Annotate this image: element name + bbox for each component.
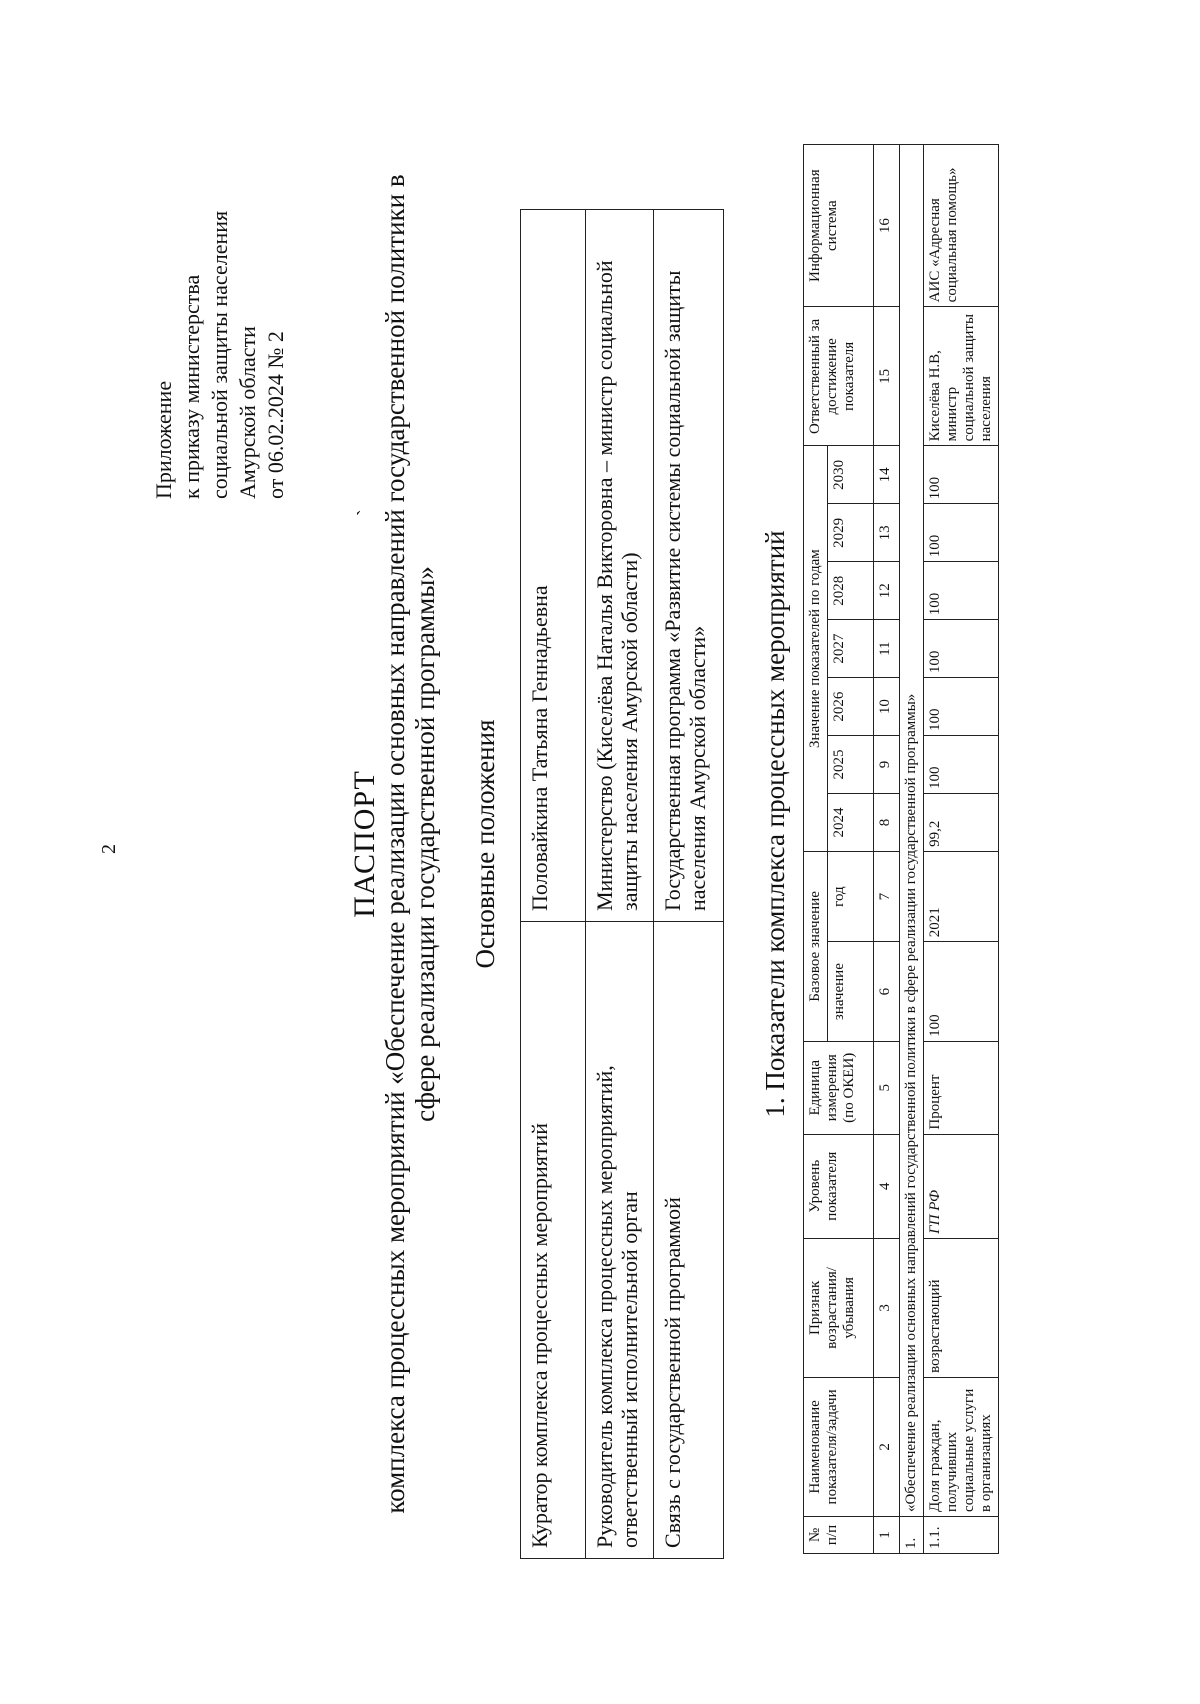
- row-value: 100: [924, 504, 999, 562]
- header-name: Наименование показателя/задачи: [804, 1377, 874, 1516]
- header-year: 2026: [828, 678, 874, 736]
- header-level: Уровень показателя: [804, 1134, 874, 1238]
- column-number: 6: [874, 942, 900, 1042]
- header-unit: Единица измерения (по ОКЕИ): [804, 1041, 874, 1134]
- header-base-year: год: [828, 851, 874, 941]
- header-year: 2028: [828, 562, 874, 620]
- row-value: 100: [924, 446, 999, 504]
- group-row: [900, 145, 924, 1554]
- column-number: 12: [874, 562, 900, 620]
- row-info-system: АИС «Адресная социальная помощь»: [924, 145, 999, 307]
- header-year: 2030: [828, 446, 874, 504]
- row-value: 100: [924, 736, 999, 794]
- title-line: сфере реализации государственной программы»: [410, 566, 440, 1122]
- header-sign: Признак возрастания/ убывания: [804, 1238, 874, 1377]
- column-number: 11: [874, 620, 900, 678]
- header-responsible: Ответственный за достижение показателя: [804, 307, 874, 446]
- table-row: [654, 210, 724, 1559]
- header-base: Базовое значение: [804, 851, 828, 1041]
- column-number: 13: [874, 504, 900, 562]
- column-number: 2: [874, 1377, 900, 1516]
- table-cell-value: Министерство (Киселёва Наталья Викторовна – министр социальной защиты населения Амурской области): [586, 210, 654, 922]
- header-num: № п/п: [804, 1516, 874, 1553]
- title-passport: ПАСПОРТ: [348, 770, 381, 918]
- header-by-years: Значение показателей по годам: [804, 446, 828, 852]
- column-number: 3: [874, 1238, 900, 1377]
- column-number: 1: [874, 1516, 900, 1553]
- section-heading-indicators: 1. Показатели комплекса процессных мероприятий: [760, 530, 790, 1118]
- appendix-line: к приказу министерства: [179, 274, 204, 499]
- row-level: ГП РФ: [924, 1134, 999, 1238]
- group-title: «Обеспечение реализации основных направлений государственной политики в сфере реализации государственной программы»: [900, 145, 924, 1517]
- column-number: 16: [874, 145, 900, 307]
- row-value: 100: [924, 562, 999, 620]
- page-number: 2: [98, 844, 120, 854]
- row-sign: возрастающий: [924, 1238, 999, 1377]
- header-year: 2025: [828, 736, 874, 794]
- appendix-line: Амурской области: [235, 326, 260, 499]
- row-responsible: Киселёва Н.В, министр социальной защиты населения: [924, 307, 999, 446]
- appendix-line: социальной защиты населения: [207, 210, 232, 499]
- header-base-value: значение: [828, 942, 874, 1042]
- section-heading-general: Основные положения: [470, 719, 500, 969]
- table-cell-value: Государственная программа «Развитие системы социальной защиты населения Амурской области»: [654, 210, 724, 922]
- table-cell-value: Половайкина Татьяна Геннадьевна: [521, 210, 586, 922]
- appendix-line: Приложение: [151, 380, 176, 499]
- column-number: 7: [874, 851, 900, 941]
- row-value: 100: [924, 678, 999, 736]
- general-info-table: [520, 209, 724, 1559]
- row-base-year: 2021: [924, 851, 999, 941]
- table-row: [586, 210, 654, 1559]
- title-line: комплекса процессных мероприятий «Обеспечение реализации основных направлений государственной политики в: [380, 174, 410, 1514]
- column-number: 8: [874, 793, 900, 851]
- appendix-line: от 06.02.2024 № 2: [263, 331, 288, 499]
- row-name: Доля граждан, получивших социальные услуги в организациях: [924, 1377, 999, 1516]
- column-number: 10: [874, 678, 900, 736]
- document-title: [350, 144, 440, 1544]
- appendix-note: [150, 211, 290, 499]
- header-info-system: Информационная система: [804, 145, 874, 307]
- column-number: 14: [874, 446, 900, 504]
- table-cell-label: Куратор комплекса процессных мероприятий: [521, 922, 586, 1559]
- column-number-row: [874, 145, 900, 1554]
- column-number: 15: [874, 307, 900, 446]
- column-number: 9: [874, 736, 900, 794]
- title-stray-mark: `: [354, 509, 376, 516]
- table-cell-label: Связь с государственной программой: [654, 922, 724, 1559]
- header-year: 2027: [828, 620, 874, 678]
- row-unit: Процент: [924, 1041, 999, 1134]
- table-row: [521, 210, 586, 1559]
- group-num: 1.: [900, 1516, 924, 1553]
- column-number: 5: [874, 1041, 900, 1134]
- row-base-value: 100: [924, 942, 999, 1042]
- row-value: 100: [924, 620, 999, 678]
- table-cell-label: Руководитель комплекса процессных мероприятий, ответственный исполнительной орган: [586, 922, 654, 1559]
- indicators-table: [803, 144, 999, 1554]
- header-year: 2024: [828, 793, 874, 851]
- header-year: 2029: [828, 504, 874, 562]
- column-number: 4: [874, 1134, 900, 1238]
- row-num: 1.1.: [924, 1516, 999, 1553]
- header-row: [804, 145, 828, 1554]
- table-row: [924, 145, 999, 1554]
- row-value: 99,2: [924, 793, 999, 851]
